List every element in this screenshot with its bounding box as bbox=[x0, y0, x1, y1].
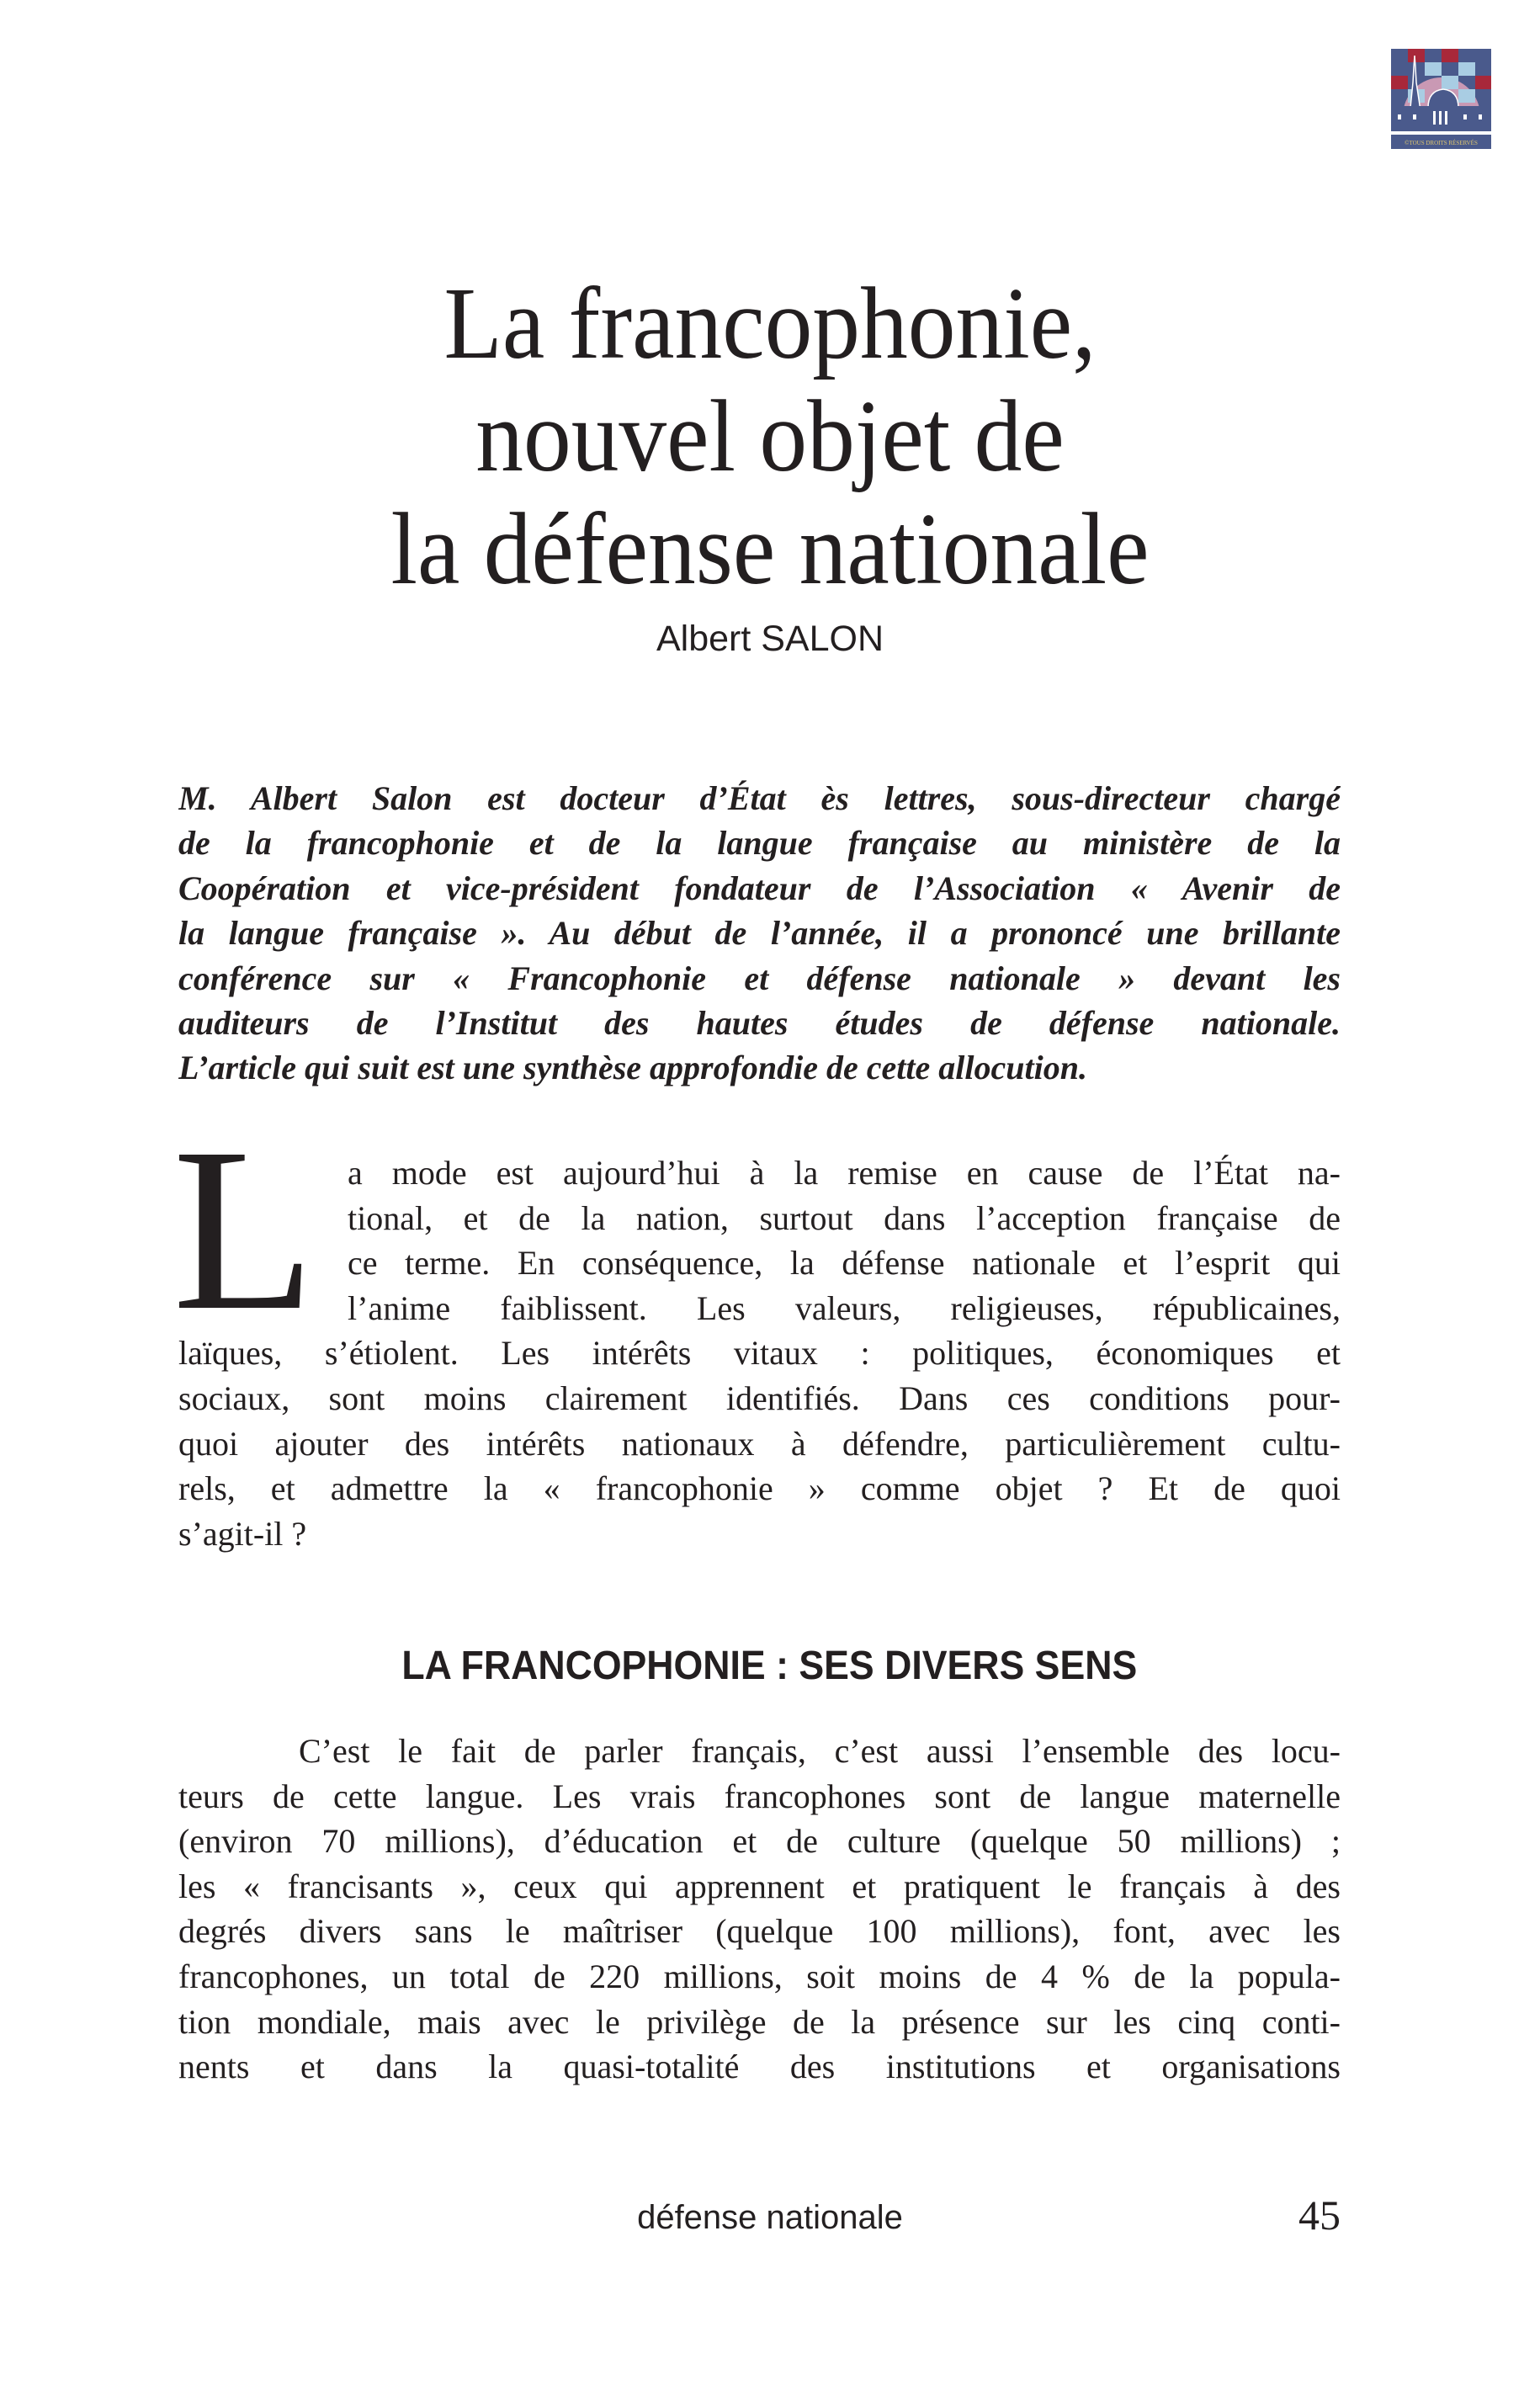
paragraph-2 bbox=[178, 1729, 1341, 2090]
paragraph-line: teurs de cette langue. Les vrais francophones sont de langue maternelle bbox=[178, 1777, 1341, 1815]
publisher-logo bbox=[1391, 49, 1491, 149]
section-heading: LA FRANCOPHONIE : SES DIVERS SENS bbox=[401, 1644, 1138, 1688]
title-line: la défense nationale bbox=[390, 492, 1150, 606]
paragraph-line: francophones, un total de 220 millions, soit moins de 4 % de la popula- bbox=[178, 1957, 1341, 1995]
intro-line: M. Albert Salon est docteur d’État ès lettres, sous-directeur chargé bbox=[178, 779, 1341, 817]
footer-journal-name: défense nationale bbox=[637, 2199, 903, 2236]
paragraph-line: tion mondiale, mais avec le privilège de la présence sur les cinq conti- bbox=[178, 2002, 1341, 2041]
drop-cap: L bbox=[173, 1100, 316, 1359]
paragraph-line: tional, et de la nation, surtout dans l’acception française de bbox=[348, 1198, 1341, 1237]
author-name: Albert SALON bbox=[656, 619, 884, 659]
paragraph-1 bbox=[178, 1150, 1341, 1556]
paragraph-line: rels, et admettre la « francophonie » comme objet ? Et de quoi bbox=[178, 1469, 1341, 1508]
title-line: nouvel objet de bbox=[475, 380, 1065, 493]
paragraph-line: sociaux, sont moins clairement identifiés. Dans ces conditions pour- bbox=[178, 1378, 1341, 1417]
intro-line: Coopération et vice-président fondateur de l’Association « Avenir de bbox=[178, 868, 1341, 907]
paragraph-line: les « francisants », ceux qui apprennent et pratiquent le français à des bbox=[178, 1867, 1341, 1905]
article-intro bbox=[178, 776, 1341, 1091]
paragraph-line: s’agit-il ? bbox=[178, 1514, 307, 1553]
intro-line: de la francophonie et de la langue française au ministère de la bbox=[178, 824, 1341, 863]
paragraph-line: degrés divers sans le maîtriser (quelque 100 millions), font, avec les bbox=[178, 1912, 1341, 1951]
page-number: 45 bbox=[1298, 2191, 1341, 2239]
copyright-text: ©TOUS DROITS RÉSERVÉS bbox=[1405, 140, 1478, 146]
paragraph-line: a mode est aujourd’hui à la remise en cause de l’État na- bbox=[348, 1154, 1341, 1192]
paragraph-line: (environ 70 millions), d’éducation et de culture (quelque 50 millions) ; bbox=[178, 1822, 1341, 1861]
intro-line: la langue française ». Au début de l’année, il a prononcé une brillante bbox=[178, 914, 1341, 953]
article-title bbox=[54, 268, 1486, 606]
paragraph-line: quoi ajouter des intérêts nationaux à défendre, particulièrement cultu- bbox=[178, 1424, 1341, 1463]
paragraph-line: C’est le fait de parler français, c’est aussi l’ensemble des locu- bbox=[299, 1732, 1341, 1770]
intro-line: conférence sur « Francophonie et défense nationale » devant les bbox=[178, 959, 1341, 997]
intro-line: auditeurs de l’Institut des hautes études de défense nationale. bbox=[178, 1003, 1341, 1042]
paragraph-line: laïques, s’étiolent. Les intérêts vitaux : politiques, économiques et bbox=[178, 1334, 1341, 1373]
paragraph-line: l’anime faiblissent. Les valeurs, religieuses, républicaines, bbox=[348, 1288, 1341, 1327]
paragraph-line: nents et dans la quasi-totalité des institutions et organisations bbox=[178, 2048, 1341, 2086]
paragraph-line: ce terme. En conséquence, la défense nationale et l’esprit qui bbox=[348, 1244, 1341, 1283]
title-line: La francophonie, bbox=[443, 267, 1097, 380]
intro-line: L’article qui suit est une synthèse approfondie de cette allocution. bbox=[178, 1049, 1087, 1087]
